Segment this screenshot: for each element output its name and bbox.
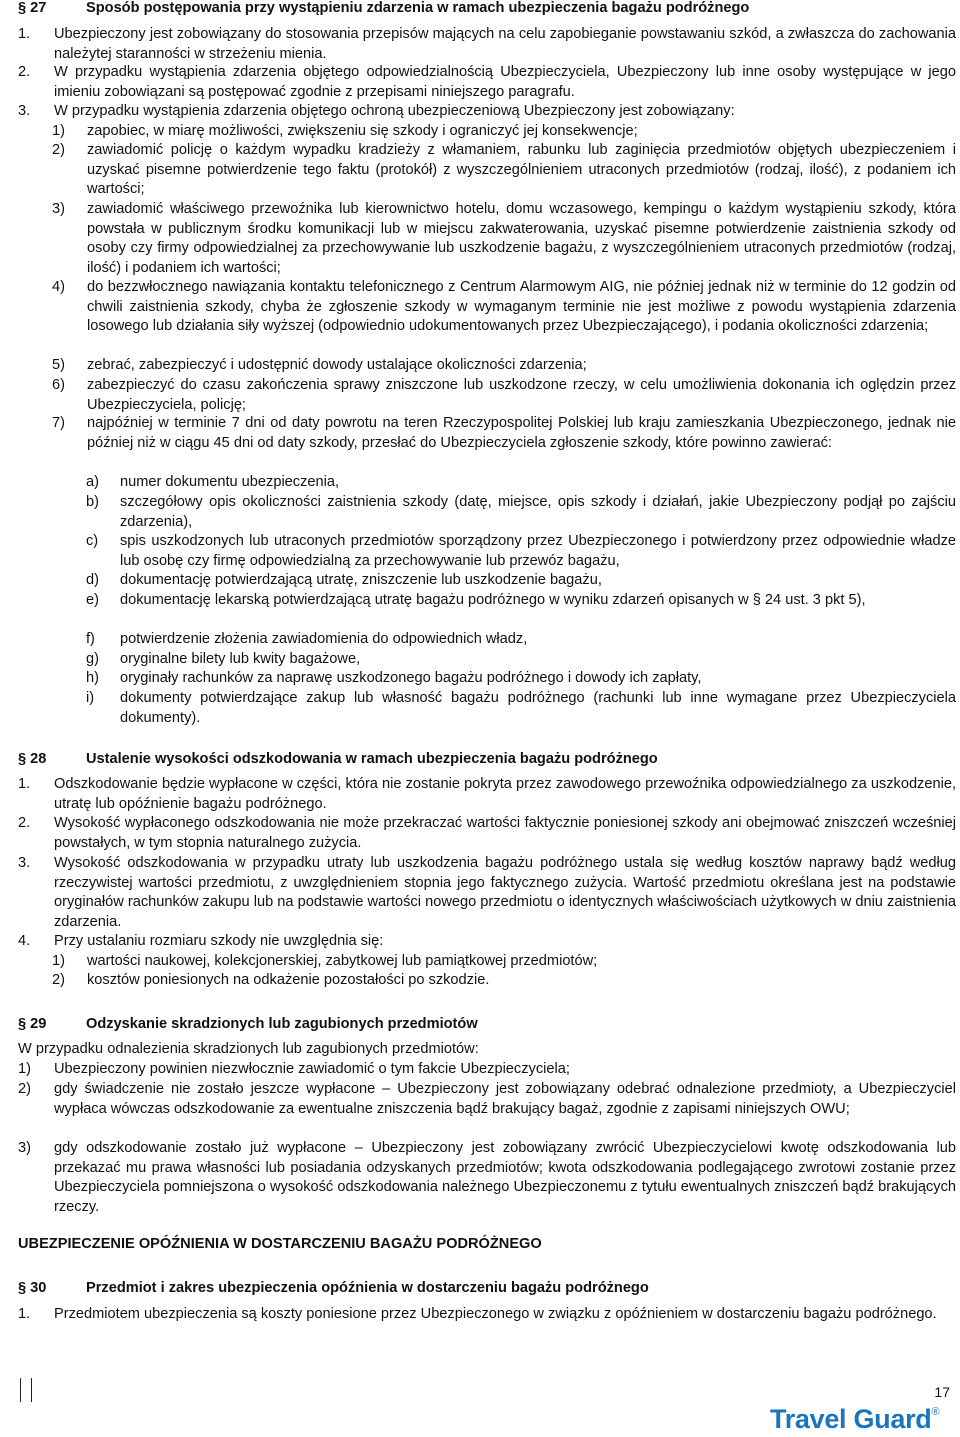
item-text: Ubezpieczony powinien niezwłocznie zawiadomić o tym fakcie Ubezpieczyciela; <box>54 1061 570 1077</box>
section-title: Ustalenie wysokości odszkodowania w ramach ubezpieczenia bagażu podróżnego <box>86 751 658 767</box>
s27-paragraph-1 <box>18 25 956 64</box>
s27-letter-d <box>86 571 956 591</box>
s28-paragraph-1 <box>18 775 956 814</box>
s27-item-1 <box>52 122 956 142</box>
item-text: wartości naukowej, kolekcjonerskiej, zabytkowej lub pamiątkowej przedmiotów; <box>87 953 598 969</box>
paragraph-text: Wysokość odszkodowania w przypadku utraty lub uszkodzenia bagażu podróżnego ustala się według kosztów naprawy bądź według rzeczywistej wartości przedmiotu, z uwzględnieniem stopnia jego faktycznego zużycia. Wartość przedmiotu określana jest na podstawie oryginałów rachunków zakupu lub na podstawie wartości nowego przedmiotu o identycznych właściwościach użytkowych w dniu zaistnienia zdarzenia. <box>54 855 956 930</box>
section-number: § 28 <box>18 751 47 767</box>
page-number: 17 <box>934 1384 950 1400</box>
item-text: zawiadomić policję o każdym wypadku kradzieży z włamaniem, rabunku lub zaginięcia przedmiotów objętych ubezpieczeniem i uzyskać pisemne potwierdzenie tego faktu (protokół) z wyszczególnieniem utraconych przedmiotów (rodzaj, ilość), z podaniem ich wartości; <box>87 142 956 198</box>
s27-letter-f <box>86 630 956 650</box>
s28-item-1 <box>52 952 956 972</box>
section-title: Sposób postępowania przy wystąpieniu zdarzenia w ramach ubezpieczenia bagażu podróżnego <box>86 0 750 16</box>
item-text: zebrać, zabezpieczyć i udostępnić dowody ustalające okoliczności zdarzenia; <box>87 357 587 373</box>
letter-label: h) <box>86 670 99 686</box>
section-number: § 29 <box>18 1016 47 1032</box>
item-number: 1) <box>52 123 65 139</box>
letter-text: dokumenty potwierdzające zakup lub własność bagażu podróżnego (rachunki lub inne wymagane przez Ubezpieczyciela dokumenty). <box>120 690 956 726</box>
paragraph-text: Przy ustalaniu rozmiaru szkody nie uwzględnia się: <box>54 933 384 949</box>
paragraph-text: Wysokość wypłaconego odszkodowania nie może przekraczać wartości faktycznie poniesionej szkody ani obejmować zniszczeń wcześniej powstałych, w tym stopnia naturalnego zużycia. <box>54 815 956 851</box>
item-number: 1) <box>52 953 65 969</box>
letter-label: c) <box>86 533 99 549</box>
letter-text: potwierdzenie złożenia zawiadomienia do odpowiednich władz, <box>120 631 528 647</box>
paragraph-text: Odszkodowanie będzie wypłacone w części, która nie zostanie pokryta przez zawodowego przewoźnika odpowiedzialnego za uszkodzenie, utratę lub opóźnienie bagażu podróżnego. <box>54 776 956 812</box>
paragraph-number: 1. <box>18 776 31 792</box>
travel-guard-logo <box>770 1404 939 1435</box>
item-number: 5) <box>52 357 65 373</box>
paragraph-number: 3. <box>18 103 31 119</box>
letter-text: numer dokumentu ubezpieczenia, <box>120 474 340 490</box>
s28-paragraph-4 <box>18 932 956 952</box>
letter-label: d) <box>86 572 99 588</box>
letter-text: szczegółowy opis okoliczności zaistnienia szkody (datę, miejsce, opis szkody i działań, jakie Ubezpieczony podjął po zajściu zdarzenia), <box>120 494 956 530</box>
item-text: gdy świadczenie nie zostało jeszcze wypłacone – Ubezpieczony jest zobowiązany odebrać odnalezione przedmioty, a Ubezpieczyciel wypłaca wówczas odszkodowanie za ewentualne zniszczenia bądź brakujący bagaż, zgodnie z zapisami niniejszych OWU; <box>54 1081 956 1117</box>
item-number: 3) <box>52 201 65 217</box>
item-text: zawiadomić właściwego przewoźnika lub kierownictwo hotelu, domu wczasowego, kempingu o każdym wystąpieniu szkody, która powstała w publicznym środku komunikacji lub w miejscu zakwaterowania, uzyskać pisemne potwierdzenie zaistnienia szkody od osoby czy firmy odpowiedzialnej za przechowywanie lub uszkodzenie bagażu, z wyszczególnieniem utraconych przedmiotów (rodzaj, ilość) i podaniem ich wartości; <box>87 201 956 276</box>
item-number: 3) <box>18 1140 31 1156</box>
letter-text: dokumentację lekarską potwierdzającą utratę bagażu podróżnego w wyniku zdarzeń opisanych w § 24 ust. 3 pkt 5), <box>120 592 866 608</box>
letter-label: a) <box>86 474 99 490</box>
s27-paragraph-3 <box>18 102 956 122</box>
item-number: 7) <box>52 415 65 431</box>
s29-intro: W przypadku odnalezienia skradzionych lub zagubionych przedmiotów: <box>18 1041 479 1057</box>
s27-letter-c <box>86 532 956 571</box>
item-text: kosztów poniesionych na odkażenie pozostałości po szkodzie. <box>87 972 490 988</box>
paragraph-number: 1. <box>18 1306 31 1322</box>
delay-insurance-heading: UBEZPIECZENIE OPÓŹNIENIA W DOSTARCZENIU BAGAŻU PODRÓŻNEGO <box>18 1236 542 1252</box>
section-number: § 27 <box>18 0 47 16</box>
item-number: 2) <box>52 972 65 988</box>
s27-letter-h <box>86 669 956 689</box>
letter-label: e) <box>86 592 99 608</box>
s28-item-2 <box>52 971 956 991</box>
item-text: do bezzwłocznego nawiązania kontaktu telefonicznego z Centrum Alarmowym AIG, nie później jednak niż w terminie do 12 godzin od chwili zaistnienia szkody, chyba że zgłoszenie szkody w wymaganym terminie nie jest możliwe z powodu wystąpienia zdarzenia losowego lub działania siły wyższej (odpowiednio udokumentowanych przez Ubezpieczającego), i podania okoliczności zdarzenia; <box>87 279 956 335</box>
s27-paragraph-2 <box>18 63 956 102</box>
paragraph-number: 4. <box>18 933 31 949</box>
s27-item-7 <box>52 414 956 453</box>
letter-text: oryginalne bilety lub kwity bagażowe, <box>120 651 361 667</box>
s27-item-5 <box>52 356 956 376</box>
letter-label: g) <box>86 651 99 667</box>
s28-paragraph-3 <box>18 854 956 932</box>
s29-item-2 <box>18 1080 956 1119</box>
s29-item-3 <box>18 1139 956 1217</box>
letter-label: b) <box>86 494 99 510</box>
letter-text: spis uszkodzonych lub utraconych przedmiotów sporządzony przez Ubezpieczonego i potwierdzony przez odpowiednie władze lub osobę czy firmę odpowiedzialną za przechowywanie lub przewóz bagażu, <box>120 533 956 569</box>
margin-bar-right <box>31 1378 32 1402</box>
item-number: 1) <box>18 1061 31 1077</box>
paragraph-number: 2. <box>18 64 31 80</box>
s27-item-4 <box>52 278 956 337</box>
s30-paragraph-1 <box>18 1305 956 1325</box>
letter-text: dokumentację potwierdzającą utratę, zniszczenie lub uszkodzenie bagażu, <box>120 572 602 588</box>
section-title: Odzyskanie skradzionych lub zagubionych przedmiotów <box>86 1016 478 1032</box>
s29-item-1 <box>18 1060 956 1080</box>
letter-label: f) <box>86 631 95 647</box>
item-number: 6) <box>52 377 65 393</box>
paragraph-text: Ubezpieczony jest zobowiązany do stosowania przepisów mających na celu zapobieganie powstawaniu szkód, a zwłaszcza do zachowania należytej staranności w strzeżeniu mienia. <box>54 26 956 62</box>
letter-text: oryginały rachunków za naprawę uszkodzonego bagażu podróżnego i dowody ich zapłaty, <box>120 670 702 686</box>
item-text: gdy odszkodowanie zostało już wypłacone – Ubezpieczony jest zobowiązany zwrócić Ubezpieczycielowi kwotę odszkodowania lub przekazać mu prawa własności lub posiadania odzyskanych przedmiotów; kwota odszkodowania podlegającego zwrotowi zostanie przez Ubezpieczyciela pomniejszona o wysokość odszkodowania należnego Ubezpieczonemu z tytułu ewentualnych zniszczeń bądź brakujących rzeczy. <box>54 1140 956 1215</box>
registered-mark: ® <box>931 1406 940 1418</box>
section-number: § 30 <box>18 1280 47 1296</box>
paragraph-text: W przypadku wystąpienia zdarzenia objętego ochroną ubezpieczeniową Ubezpieczony jest zobowiązany: <box>54 103 735 119</box>
s27-letter-b <box>86 493 956 532</box>
item-number: 2) <box>52 142 65 158</box>
paragraph-text: Przedmiotem ubezpieczenia są koszty poniesione przez Ubezpieczonego w związku z opóźnieniem w dostarczeniu bagażu podróżnego. <box>54 1306 937 1322</box>
paragraph-number: 2. <box>18 815 31 831</box>
s28-paragraph-2 <box>18 814 956 853</box>
item-number: 4) <box>52 279 65 295</box>
section-title: Przedmiot i zakres ubezpieczenia opóźnienia w dostarczeniu bagażu podróżnego <box>86 1280 649 1296</box>
item-text: zabezpieczyć do czasu zakończenia sprawy zniszczone lub uszkodzone rzeczy, w celu umożliwienia dokonania ich oględzin przez Ubezpieczyciela, policję; <box>87 377 956 413</box>
margin-bar-left <box>20 1378 21 1402</box>
s27-letter-i <box>86 689 956 728</box>
s27-item-6 <box>52 376 956 415</box>
item-number: 2) <box>18 1081 31 1097</box>
paragraph-number: 1. <box>18 26 31 42</box>
s27-letter-e <box>86 591 956 611</box>
s27-item-3 <box>52 200 956 278</box>
item-text: zapobiec, w miarę możliwości, zwiększeniu się szkody i ograniczyć jej konsekwencje; <box>87 123 638 139</box>
paragraph-text: W przypadku wystąpienia zdarzenia objętego odpowiedzialnością Ubezpieczyciela, Ubezpieczony lub inne osoby występujące w jego imieniu zobowiązani są postępować zgodnie z przepisami niniejszego paragrafu. <box>54 64 956 100</box>
s27-item-2 <box>52 141 956 200</box>
item-text: najpóźniej w terminie 7 dni od daty powrotu na teren Rzeczypospolitej Polskiej lub kraju zamieszkania Ubezpieczonego, jednak nie później niż w ciągu 45 dni od daty szkody, przesłać do Ubezpieczyciela zgłoszenie szkody, które powinno zawierać: <box>87 415 956 451</box>
paragraph-number: 3. <box>18 855 31 871</box>
logo-text: Travel Guard <box>770 1404 932 1434</box>
s27-letter-a <box>86 473 956 493</box>
letter-label: i) <box>86 690 95 706</box>
s27-letter-g <box>86 650 956 670</box>
